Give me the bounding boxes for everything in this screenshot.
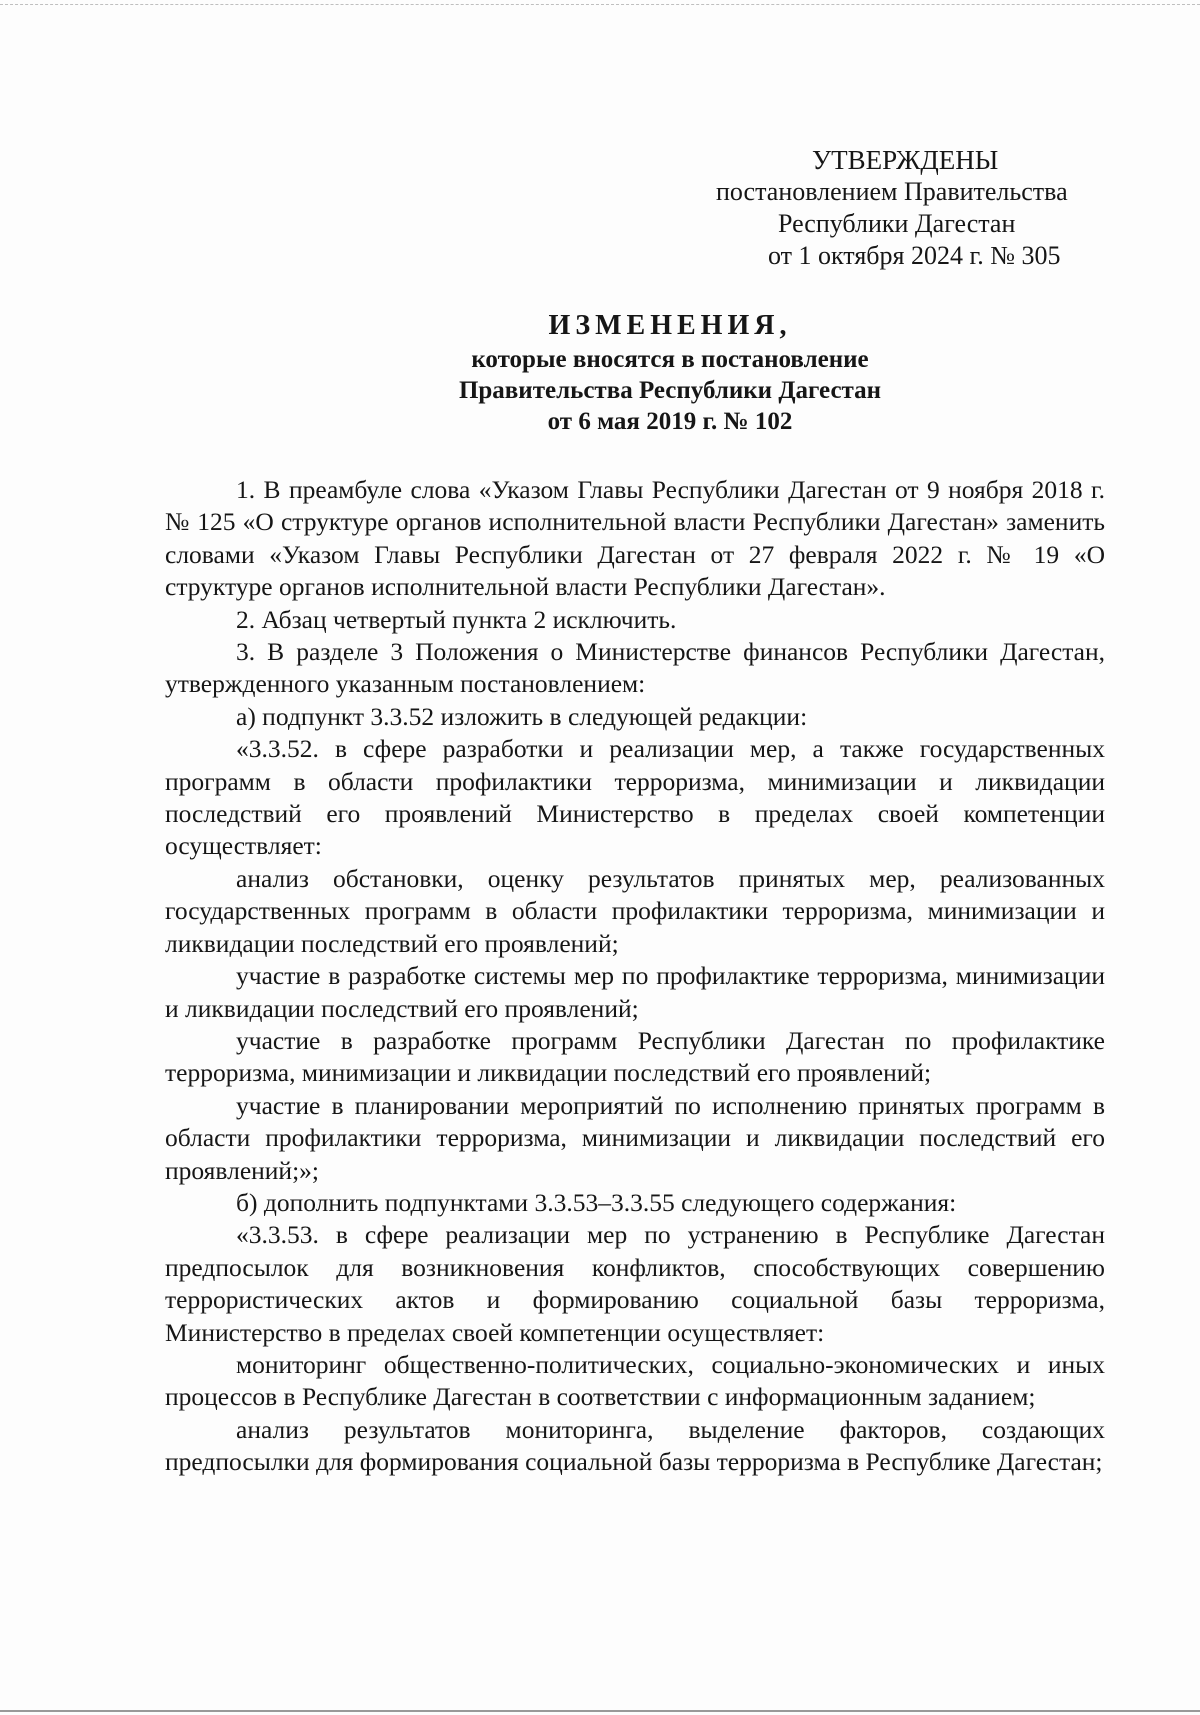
paragraph: «3.3.52. в сфере разработки и реализации мер, а также государственных программ в области профилактики терроризма, минимизации и ликвидации последствий его проявлений Министерство в пределах своей компетенции осуществляет:	[165, 734, 1105, 861]
title-line-1: которые вносятся в постановление	[471, 346, 869, 373]
paragraph: мониторинг общественно-политических, социально-экономических и иных процессов в Республике Дагестан в соответствии с информационным заданием;	[165, 1349, 1105, 1412]
title-line-2: Правительства Республики Дагестан	[458, 377, 882, 404]
paragraph: 2. Абзац четвертый пункта 2 исключить.	[236, 604, 677, 634]
paragraph: б) дополнить подпунктами 3.3.53–3.3.55 следующего содержания:	[236, 1187, 957, 1217]
paragraph: анализ результатов мониторинга, выделение факторов, создающих предпосылки для формирования социальной базы терроризма в Республике Дагестан;	[165, 1414, 1105, 1477]
document-body	[165, 474, 1105, 1479]
paragraph: участие в разработке программ Республики Дагестан по профилактике терроризма, минимизации и ликвидации последствий его проявлений;	[165, 1025, 1105, 1088]
approval-line-2: Республики Дагестан	[778, 209, 1016, 238]
paragraph: а) подпункт 3.3.52 изложить в следующей редакции:	[236, 701, 808, 731]
paragraph: анализ обстановки, оценку результатов принятых мер, реализованных государственных программ в области профилактики терроризма, минимизации и ликвидации последствий его проявлений;	[165, 863, 1105, 958]
approval-stamp-block	[690, 144, 1130, 272]
paragraph: 3. В разделе 3 Положения о Министерстве финансов Республики Дагестан, утвержденного указанным постановлением:	[165, 637, 1105, 699]
paragraph: участие в разработке системы мер по профилактике терроризма, минимизации и ликвидации последствий его проявлений;	[165, 961, 1105, 1023]
approval-line-3: от 1 октября 2024 г. № 305	[768, 241, 1061, 270]
approval-heading: УТВЕРЖДЕНЫ	[812, 145, 999, 175]
title-main: ИЗМЕНЕНИЯ,	[548, 310, 792, 341]
title-line-3: от 6 мая 2019 г. № 102	[547, 408, 793, 435]
scan-top-edge	[0, 4, 1200, 5]
paragraph: участие в планировании мероприятий по исполнению принятых программ в области профилактики терроризма, минимизации и ликвидации последствий его проявлений;»;	[165, 1090, 1105, 1185]
scan-bottom-edge	[0, 1710, 1200, 1712]
paragraph: 1. В преамбуле слова «Указом Главы Республики Дагестан от 9 ноября 2018 г. № 125 «О структуре органов исполнительной власти Республики Дагестан» заменить словами «Указом Главы Республики Дагестан от 27 февраля 2022 г. № 19 «О структуре органов исполнительной власти Республики Дагестан».	[165, 475, 1105, 602]
paragraph: «3.3.53. в сфере реализации мер по устранению в Республике Дагестан предпосылок для возникновения конфликтов, способствующих совершению террористических актов и формированию социальной базы терроризма, Министерство в пределах своей компетенции осуществляет:	[165, 1220, 1105, 1347]
approval-line-1: постановлением Правительства	[716, 177, 1068, 206]
document-title	[370, 310, 970, 437]
